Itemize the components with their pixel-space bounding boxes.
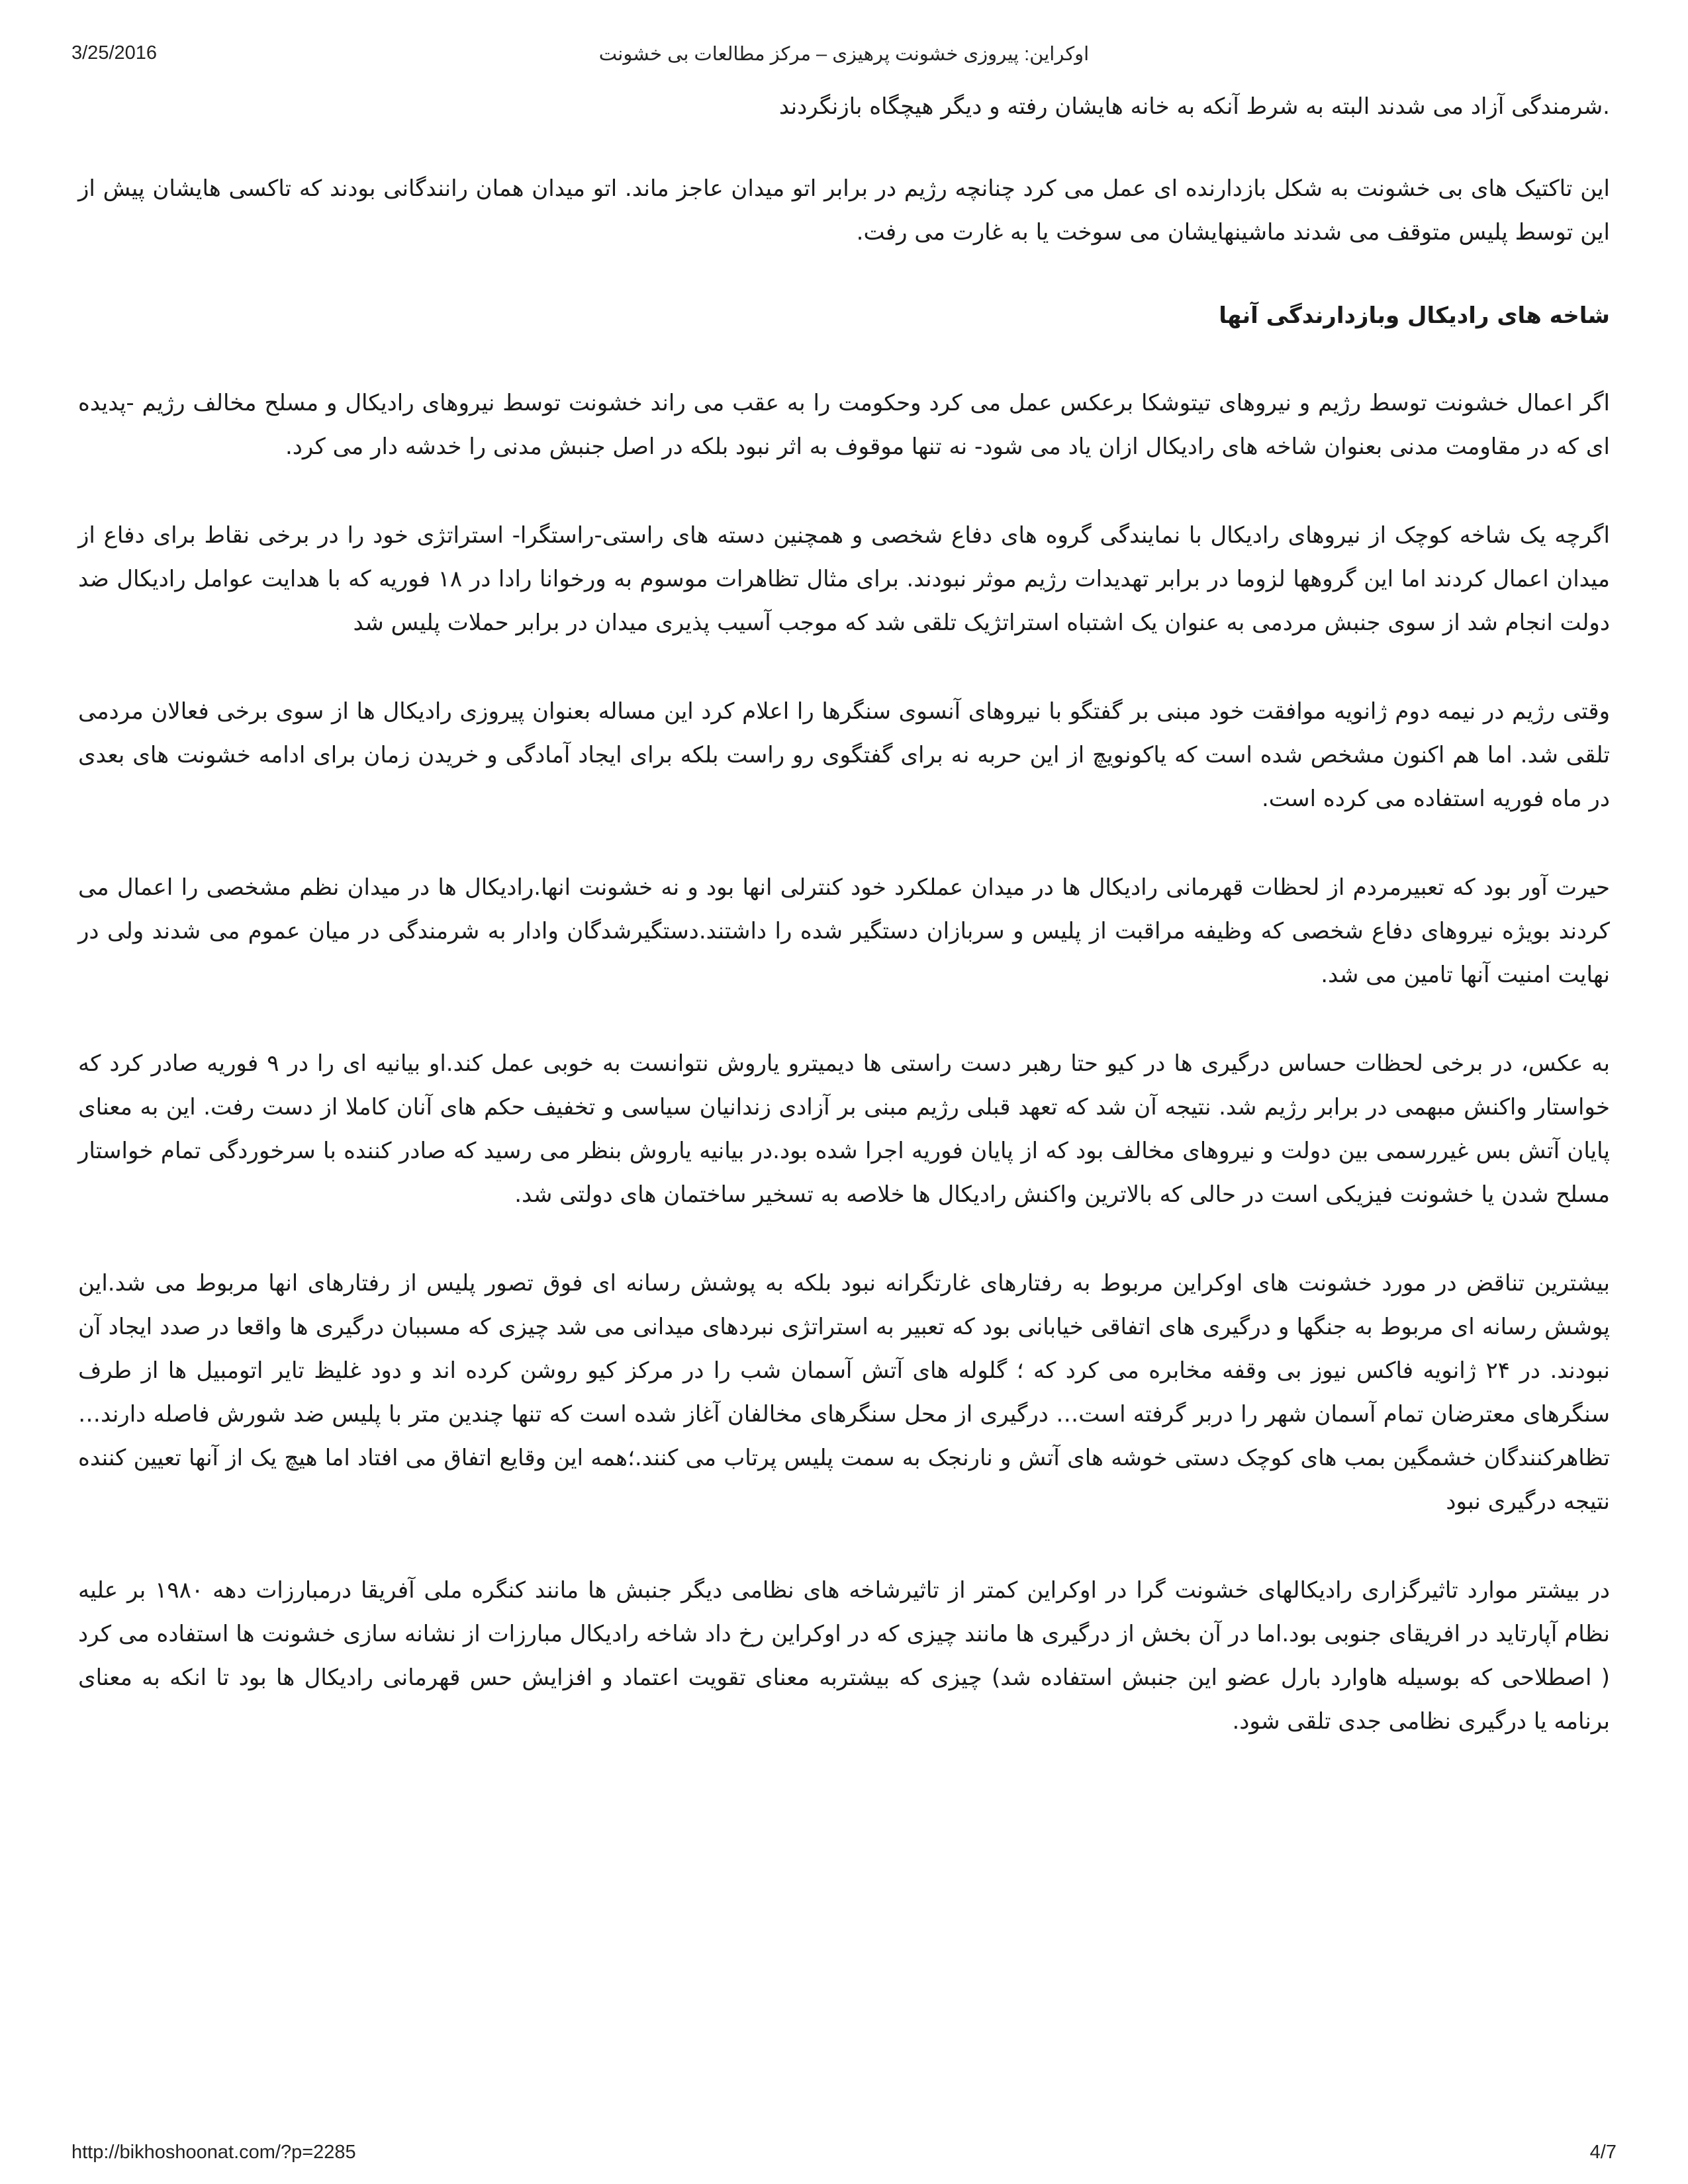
footer-url: http://bikhoshoonat.com/?p=2285 (71, 2142, 356, 2163)
header-date: 3/25/2016 (71, 42, 158, 64)
article-body (78, 85, 1610, 1788)
paragraph-2: این تاکتیک های بی خشونت به شکل بازدارنده ای عمل می کرد چنانچه رژیم در برابر اتو میدان عاجز ماند. اتو میدان همان رانندگانی بودند که تاکسی هایشان پیش از این توسط پلیس متوقف می شدند ماشینهایشان می سوخت یا به غارت می رفت. (78, 175, 1610, 246)
section-heading: شاخه های رادیکال وبازدارندگی آنها (1219, 302, 1610, 329)
paragraph-4: اگرچه یک شاخه کوچک از نیروهای رادیکال با نمایندگی گروه های دفاع شخصی و همچنین دسته های راستی-راستگرا- استراتژی خود را در برخی نقاط برای دفاع از میدان اعمال کردند اما این گروهها لزوما در برابر تهدیدات رژیم موثر نبودند. برای مثال تظاهرات موسوم به ورخوانا رادا در ۱۸ فوریه که با هدایت عوامل رادیکال ضد دولت انجام شد از سوی جنبش مردمی به عنوان یک اشتباه استراتژیک تلقی شد که موجب آسیب پذیری میدان در برابر حملات پلیس شد (78, 522, 1610, 636)
header-page-title: اوکراین: پیروزی خشونت پرهیزی – مرکز مطالعات بی خشونت (598, 44, 1090, 65)
paragraph-6: حیرت آور بود که تعبیرمردم از لحظات قهرمانی رادیکال ها در میدان عملکرد خود کنترلی انها بود و نه خشونت انها.رادیکال ها در میدان نظم مشخصی را اعمال می کردند بویژه نیروهای دفاع شخصی که وظیفه مراقبت از پلیس و سربازان دستگیر شده را داشتند.دستگیرشدگان وادار به شرمندگی در میان عموم می شدند ولی در نهایت امنیت آنها تامین می شد. (78, 874, 1610, 988)
paragraph-1: .شرمندگی آزاد می شدند البته به شرط آنکه به خانه هایشان رفته و دیگر هیچگاه بازنگردند (778, 93, 1610, 120)
paragraph-8: بیشترین تناقض در مورد خشونت های اوکراین مربوط به رفتارهای غارتگرانه نبود بلکه به پوشش رسانه ای فوق تصور پلیس از رفتارهای انها مربوط می شد.این پوشش رسانه ای مربوط به جنگها و درگیری های اتفاقی خیابانی بود که تعبیر به استراتژی نبردهای میدانی می شد چیزی که مسببان درگیری ها واقعا در صدد ایجاد آن نبودند. در ۲۴ ژانویه فاکس نیوز بی وقفه مخابره می کرد که ؛ گلوله های آتش آسمان شب را در مرکز کیو روشن کرده اند و دود غلیظ تایر اتومبیل ها از طرف سنگرهای معترضان تمام آسمان شهر را دربر گرفته است… درگیری از محل سنگرهای مخالفان آغاز شده است که تنها چندین متر با پلیس ضد شورش فاصله دارند…تظاهرکنندگان خشمگین بمب های کوچک دستی خوشه های آتش و نارنجک به سمت پلیس پرتاب می کنند.؛همه این وقایع اتفاق می افتاد اما هیچ یک از آنها تعیین کننده نتیجه درگیری نبود (78, 1270, 1610, 1515)
footer-page-number: 4/7 (1589, 2142, 1617, 2163)
paragraph-3: اگر اعمال خشونت توسط رژیم و نیروهای تیتوشکا برعکس عمل می کرد وحکومت را به عقب می راند خشونت توسط نیروهای رادیکال و مسلح مخالف رژیم -پدیده ای که در مقاومت مدنی بعنوان شاخه های رادیکال ازان یاد می شود- نه تنها موقوف به اثر نبود بلکه در اصل جنبش مدنی را خدشه دار می کرد. (78, 390, 1610, 460)
paragraph-9: در بیشتر موارد تاثیرگزاری رادیکالهای خشونت گرا در اوکراین کمتر از تاثیرشاخه های نظامی دیگر جنبش ها مانند کنگره ملی آفریقا درمبارزات دهه ۱۹۸۰ بر علیه نظام آپارتاید در افریقای جنوبی بود.اما در آن بخش از درگیری ها مانند چیزی که در اوکراین رخ داد شاخه رادیکال مبارزات از نشانه سازی خشونت ها استفاده می کرد ( اصطلاحی که بوسیله هاوارد بارل عضو این جنبش استفاده شد) چیزی که بیشتربه معنای تقویت اعتماد و افزایش حس قهرمانی رادیکال ها بود تا انکه به معنای برنامه یا درگیری نظامی جدی تلقی شود. (78, 1577, 1611, 1735)
paragraph-7: به عکس، در برخی لحظات حساس درگیری ها در کیو حتا رهبر دست راستی ها دیمیترو یاروش نتوانست به خوبی عمل کند.او بیانیه ای را در ۹ فوریه صادر کرد که خواستار واکنش مبهمی در برابر رژیم شد. نتیجه آن شد که تعهد قبلی رژیم مبنی بر آزادی زندانیان سیاسی و تخفیف حکم های آنان کاملا از دست رفت. این به معنای پایان آتش بس غیررسمی بین دولت و نیروهای مخالف بود که از پایان فوریه اجرا شده بود.در بیانیه یاروش بنظر می رسید که صادر کننده با سرخوردگی تمام خواستار مسلح شدن یا خشونت فیزیکی است در حالی که بالاترین واکنش رادیکال ها خلاصه به تسخیر ساختمان های دولتی شد. (78, 1050, 1610, 1208)
paragraph-5: وقتی رژیم در نیمه دوم ژانویه موافقت خود مبنی بر گفتگو با نیروهای آنسوی سنگرها را اعلام کرد این مساله بعنوان پیروزی رادیکال ها از سوی برخی فعالان مردمی تلقی شد. اما هم اکنون مشخص شده است که یاکونویچ از این حربه نه برای گفتگوی رو راست بلکه برای ایجاد آمادگی و خریدن زمان برای ادامه خشونت های بعدی در ماه فوریه استفاده می کرده است. (78, 698, 1610, 812)
